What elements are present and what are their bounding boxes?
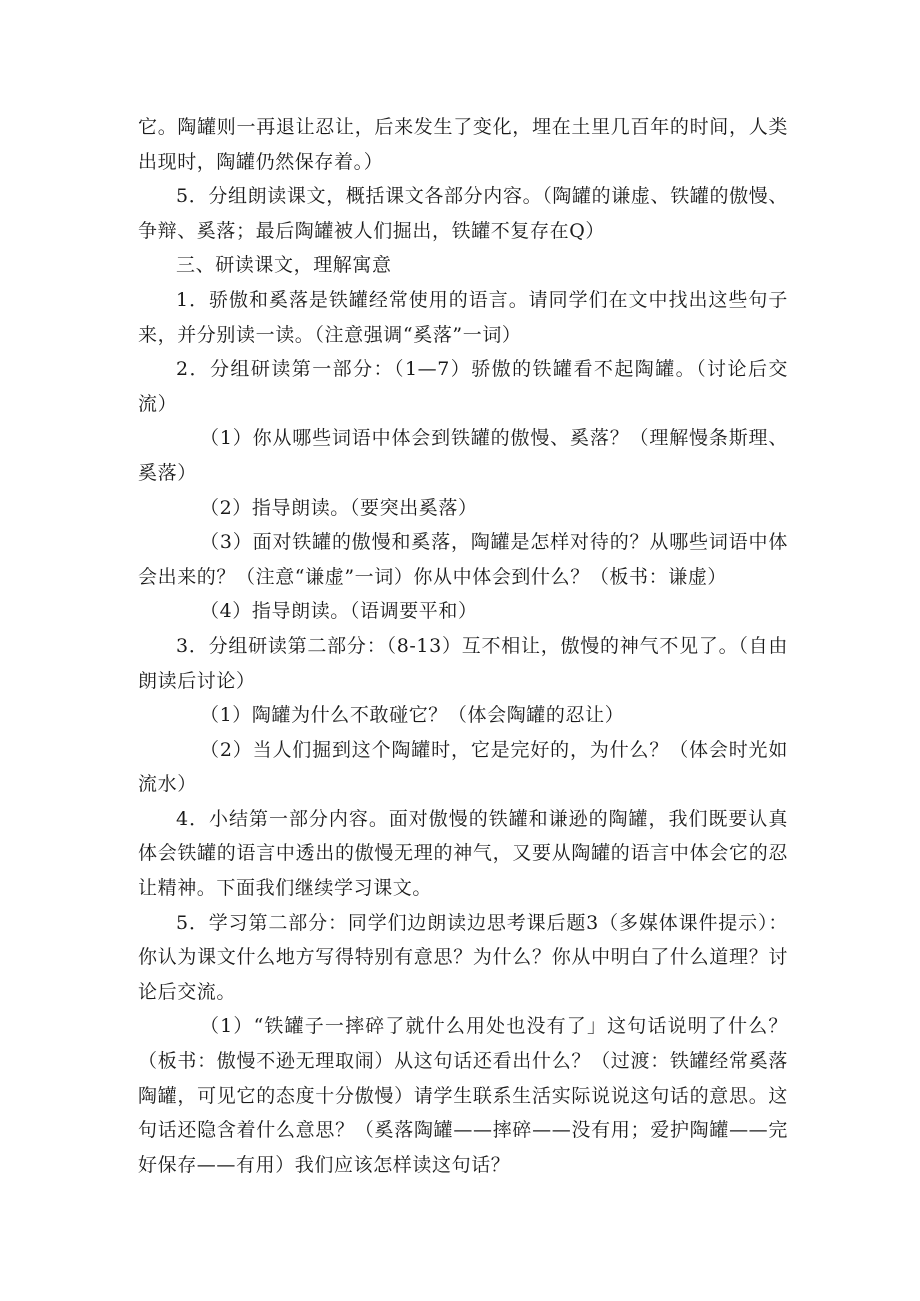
paragraph: 3．分组研读第二部分：（8-13）互不相让，傲慢的神气不见了。（自由朗读后讨论） — [138, 634, 788, 692]
paragraph: （3）面对铁罐的傲慢和奚落，陶罐是怎样对待的？从哪些词语中体会出来的？（注意“谦虚”一词）你从中体会到什么？（板书：谦虚） — [138, 531, 788, 588]
paragraph: （2）当人们掘到这个陶罐时，它是完好的，为什么？（体会时光如流水） — [138, 738, 788, 796]
paragraph: （2）指导朗读。（要突出奚落） — [200, 496, 478, 519]
paragraph: 它。陶罐则一再退让忍让，后来发生了变化，埋在土里几百年的时间，人类出现时，陶罐仍然保存着。） — [138, 116, 788, 173]
document-body — [138, 110, 788, 1182]
paragraph: 4．小结第一部分内容。面对傲慢的铁罐和谦逊的陶罐，我们既要认真体会铁罐的语言中透出的傲慢无理的神气，又要从陶罐的语言中体会它的忍让精神。下面我们继续学习课文。 — [138, 807, 788, 900]
paragraph: 5．分组朗读课文，概括课文各部分内容。（陶罐的谦虚、铁罐的傲慢、争辩、奚落；最后陶罐被人们掘出，铁罐不复存在Q） — [138, 185, 788, 242]
section-heading: 三、研读课文，理解寓意 — [176, 254, 392, 277]
paragraph: （1）“铁罐子一摔碎了就什么用处也没有了」这句话说明了什么？（板书：傲慢不逊无理取闹）从这句话还看出什么？（过渡：铁罐经常奚落陶罐，可见它的态度十分傲慢）请学生联系生活实际说说这句话的意思。这句话还隐含着什么意思？（奚落陶罐——摔碎——没有用；爱护陶罐——完好保存——有用）我们应该怎样读这句话？ — [138, 1015, 788, 1176]
paragraph: 5．学习第二部分：同学们边朗读边思考课后题3（多媒体课件提示）：你认为课文什么地方写得特别有意思？为什么？你从中明白了什么道理？讨论后交流。 — [138, 911, 788, 1003]
paragraph: 1．骄傲和奚落是铁罐经常使用的语言。请同学们在文中找出这些句子来，并分别读一读。（注意强调“奚落”一词） — [138, 288, 788, 346]
paragraph: （1）陶罐为什么不敢碰它？（体会陶罐的忍让） — [200, 704, 625, 727]
paragraph: （4）指导朗读。（语调要平和） — [200, 600, 478, 623]
paragraph: （1）你从哪些词语中体会到铁罐的傲慢、奚落？（理解慢条斯理、奚落） — [138, 427, 788, 484]
paragraph: 2．分组研读第一部分：（1—7）骄傲的铁罐看不起陶罐。（讨论后交流） — [138, 358, 788, 415]
